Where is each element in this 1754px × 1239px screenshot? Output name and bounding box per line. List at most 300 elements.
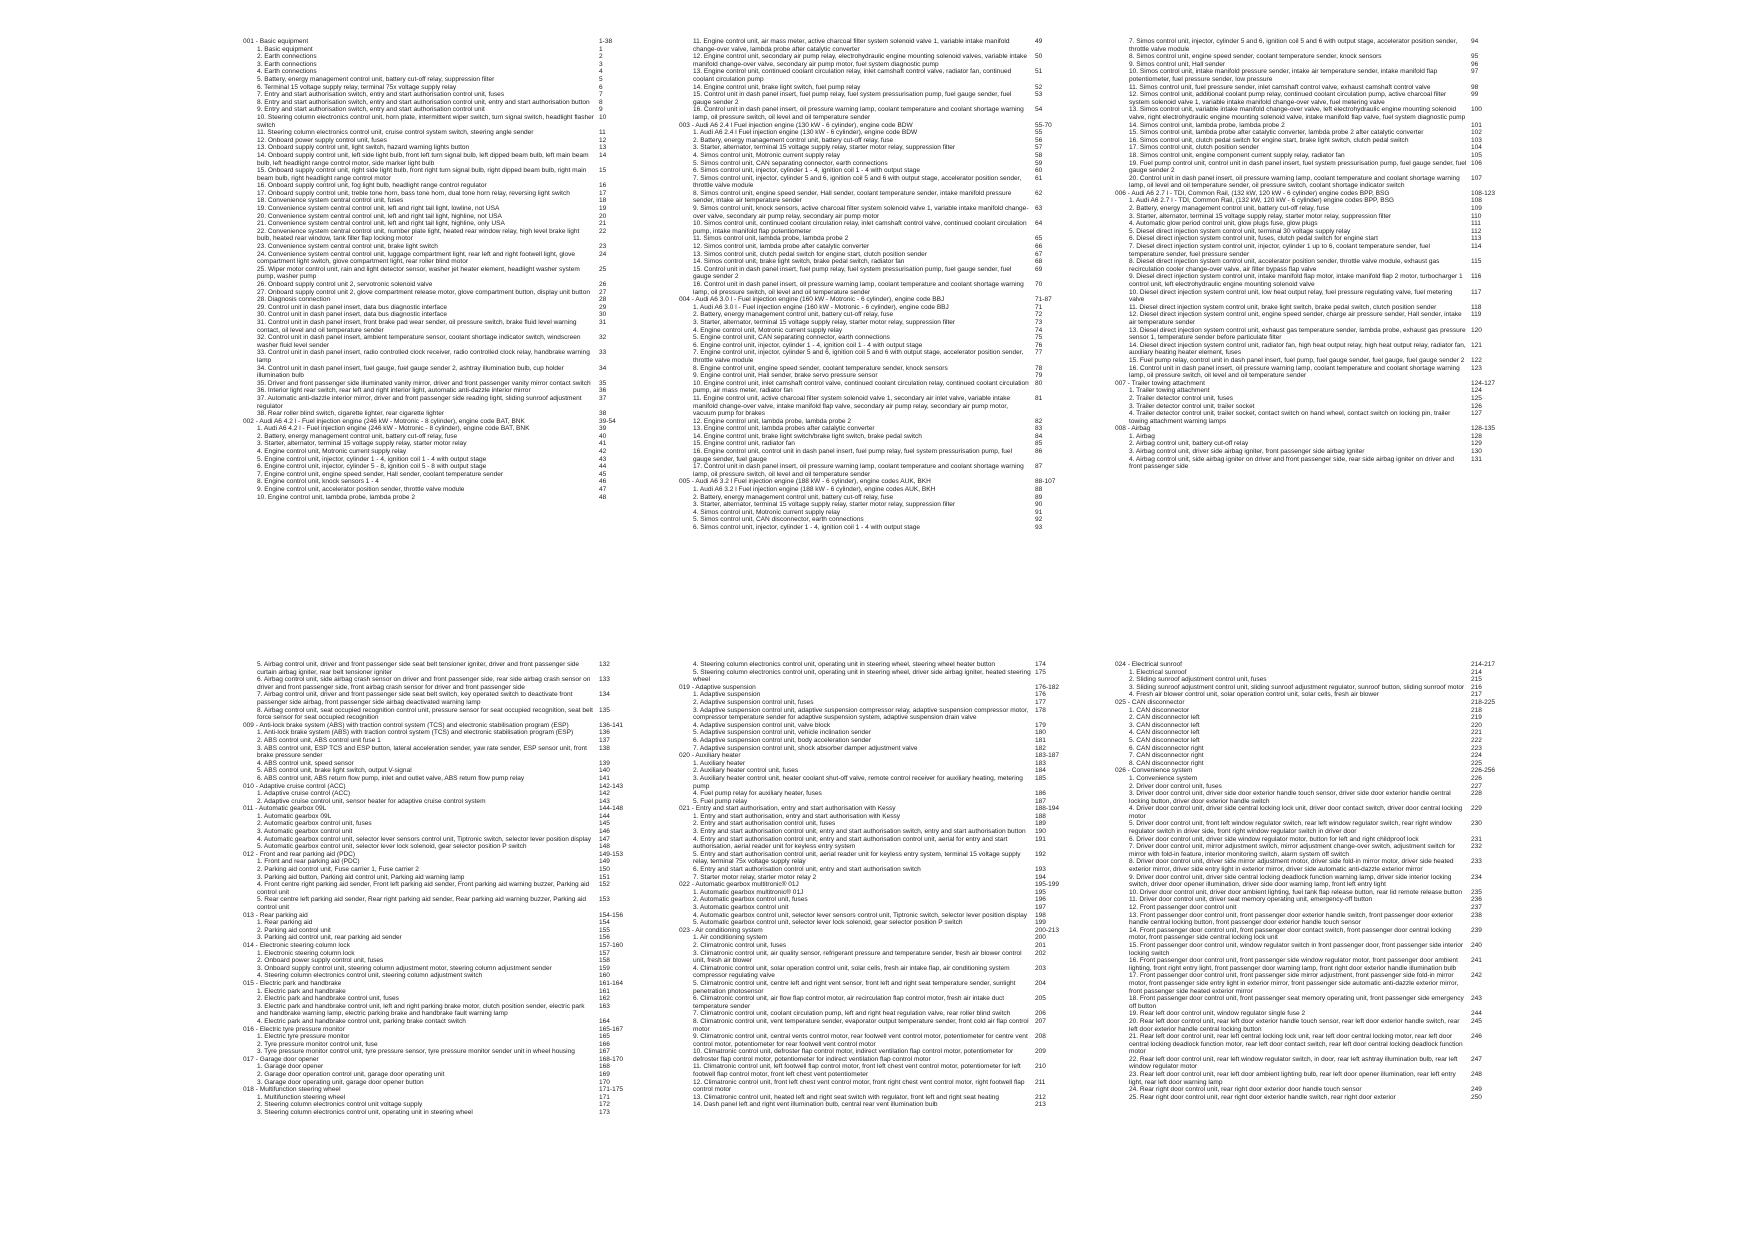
entry-page-number: 218-225 (1471, 698, 1496, 706)
entry-title: 011 - Automatic gearbox 09L (243, 805, 327, 813)
entry-page-number: 234 (1471, 873, 1482, 881)
index-entry (679, 767, 1099, 775)
entry-page-number: 150 (599, 866, 610, 874)
index-section-heading (243, 418, 663, 426)
entry-page-number: 68 (1035, 258, 1043, 266)
index-entry (243, 494, 663, 502)
entry-page-number: 74 (1035, 326, 1043, 334)
entry-title: 022 - Automatic gearbox multitronic® 01J (679, 881, 799, 889)
index-entry (1115, 752, 1535, 760)
index-entry (243, 874, 663, 882)
entry-title: 20. Convenience system central control unit, left and right tail light, highline, not USA (257, 212, 502, 220)
entry-title: 8. Diesel direct injection system control unit, accelerator position sender, throttle valve module, exhaust gas recirculation cooler change-over valve, air filter bypass flap valve (1129, 258, 1440, 273)
entry-page-number: 75 (1035, 334, 1043, 342)
index-entry (679, 281, 1099, 296)
index-column-3 (1115, 661, 1535, 1205)
index-entry (243, 448, 663, 456)
entry-page-number: 37 (599, 394, 607, 402)
index-entry (1115, 805, 1535, 820)
index-page-bottom (243, 661, 1535, 1205)
entry-page-number: 157-160 (599, 941, 624, 949)
entry-title: 21. Convenience system central control unit, left and right tail light, highline, only USA (257, 220, 505, 228)
entry-title: 1. Air conditioning system (693, 934, 768, 942)
entry-page-number: 208 (1035, 1033, 1046, 1041)
entry-page-number: 233 (1471, 858, 1482, 866)
entry-page-number: 147 (599, 835, 610, 843)
entry-title: 002 - Audi A6 4.2 l - Fuel injection engine (246 kW - Motronic - 8 cylinder), engine code BAT, BNK (243, 417, 525, 425)
entry-title: 2. Trailer detector control unit, fuses (1129, 394, 1234, 402)
index-entry (679, 699, 1099, 707)
entry-page-number: 10 (599, 113, 607, 121)
entry-title: 10. Engine control unit, lambda probe, lambda probe 2 (257, 493, 415, 501)
index-entry (243, 334, 663, 349)
index-entry (243, 144, 663, 152)
index-entry (679, 729, 1099, 737)
entry-title: 4. ABS control unit, speed sensor (257, 759, 354, 767)
index-entry (679, 380, 1099, 395)
entry-page-number: 151 (599, 873, 610, 881)
index-entry (243, 1033, 663, 1041)
entry-page-number: 38 (599, 410, 607, 418)
entry-title: 4. Entry and start authorisation control unit, entry and start authorisation control unit, aerial for entry and start authorisation, aerial reader unit for keyless entry system (693, 835, 1008, 851)
index-entry (1115, 684, 1535, 692)
entry-page-number: 242 (1471, 972, 1482, 980)
entry-title: 1. Front and rear parking aid (PDC) (257, 858, 360, 866)
entry-page-number: 137 (599, 736, 610, 744)
entry-title: 2. Battery, energy management control unit, battery cut-off relay, fuse (257, 432, 458, 440)
entry-title: 2. Parking aid control unit, Fuse carrier 1, Fuse carrier 2 (257, 866, 419, 874)
entry-page-number: 51 (1035, 68, 1043, 76)
entry-title: 3. Starter, alternator, terminal 15 voltage supply relay, starter motor relay, suppression filter (693, 144, 956, 152)
entry-title: 17. Simos control unit, clutch position sender (1129, 144, 1259, 152)
entry-title: 11. Simos control unit, lambda probe, lambda probe 2 (693, 235, 849, 243)
entry-page-number: 61 (1035, 174, 1043, 182)
entry-title: 27. Onboard supply control unit 2, glove compartment release motor, glove compartment button, display unit button (257, 288, 590, 296)
entry-page-number: 22 (599, 227, 607, 235)
entry-page-number: 161-164 (599, 979, 624, 987)
entry-title: 12. Climatronic control unit, front left chest vent control motor, front right chest vent control motor, right footwell flap control motor (693, 1078, 1025, 1094)
index-entry (679, 106, 1099, 121)
index-entry (1115, 38, 1535, 53)
entry-title: 2. Garage door operation control unit, garage door operating unit (257, 1071, 445, 1079)
entry-title: 2. Battery, energy management control unit, battery cut-off relay, fuse (693, 311, 894, 319)
entry-page-number: 9 (599, 106, 603, 114)
entry-page-number: 57 (1035, 144, 1043, 152)
entry-title: 7. Airbag control unit, driver and front passenger side seat belt switch, key operated switch to deactivate front passenger side airbag, front passenger side airbag deactivated warning lamp (257, 691, 573, 706)
entry-title: 4. Automatic gearbox control unit, selector lever sensors control unit, Tiptronic switch, selector lever position display (257, 835, 592, 843)
entry-title: 33. Control unit in dash panel insert, radio controlled clock receiver, radio controlled clock relay, handbrake warning lamp (257, 349, 590, 364)
index-entry (243, 182, 663, 190)
entry-page-number: 70 (1035, 281, 1043, 288)
index-entry (1115, 760, 1535, 768)
index-entry (679, 494, 1099, 502)
index-entry (679, 235, 1099, 243)
entry-title: 4. Climatronic control unit, solar operation control unit, solar cells, fresh air intake flap, air conditioning system compressor regulating valve (693, 964, 1010, 980)
index-entry (679, 820, 1099, 828)
index-entry (1115, 129, 1535, 137)
entry-title: 1. Electrical sunroof (1129, 668, 1187, 676)
index-section-heading (243, 912, 663, 920)
index-entry (679, 722, 1099, 730)
index-entry (1115, 691, 1535, 699)
entry-title: 11. Engine control unit, active charcoal filter system solenoid valve 1, secondary air inlet valve, variable intake manifold change-over valve, intake manifold flap valve, secondary air pump relay, secondary air pump motor, vacuum pump for brakes (693, 394, 1011, 418)
entry-title: 5. ABS control unit, brake light switch, output V-signal (257, 767, 412, 775)
entry-title: 3. Onboard supply control unit, steering column adjustment motor, steering column adjustment sender (257, 964, 552, 972)
entry-title: 8. Entry and start authorisation switch, entry and start authorisation control unit, entry and start authorisation button (257, 98, 590, 106)
entry-title: 14. Engine control unit, brake light switch, fuel pump relay (693, 83, 861, 91)
index-entry (243, 1094, 663, 1102)
entry-page-number: 175 (1035, 668, 1046, 676)
entry-page-number: 226 (1471, 774, 1482, 782)
entry-title: 017 - Garage door opener (243, 1055, 319, 1063)
entry-title: 1. Multifunction steering wheel (257, 1093, 346, 1101)
index-entry (243, 661, 663, 676)
entry-page-number: 58 (1035, 151, 1043, 159)
entry-page-number: 221 (1471, 729, 1482, 737)
entry-title: 11. Steering column electronics control unit, cruise control system switch, steering angle sender (257, 129, 534, 137)
index-entry (679, 251, 1099, 259)
index-entry (243, 691, 663, 706)
entry-page-number: 56 (1035, 136, 1043, 144)
entry-page-number: 183 (1035, 759, 1046, 767)
index-entry (679, 433, 1099, 441)
entry-page-number: 165-167 (599, 1025, 624, 1033)
entry-page-number: 60 (1035, 167, 1043, 175)
index-section-heading (1115, 661, 1535, 669)
entry-title: 1. Anti-lock brake system (ABS) with traction control system (TCS) and electronic stabilisation program (ESP) (257, 729, 574, 737)
entry-title: 1. Convenience system (1129, 774, 1198, 782)
index-entry (1115, 669, 1535, 677)
entry-title: 17. Front passenger door control unit, front passenger side mirror adjustment, front passenger side fold-in mirror motor, front passenger side entry light in exterior mirror, front passenger side automatic anti-dazzle exterior mirror, front passenger side heated exterior mirror (1129, 972, 1459, 995)
entry-page-number: 108-123 (1471, 189, 1496, 197)
index-entry (243, 380, 663, 388)
entry-page-number: 2 (599, 53, 603, 61)
entry-title: 9. Engine control unit, Hall sender, brake servo pressure sensor (693, 372, 878, 380)
index-entry (1115, 1056, 1535, 1071)
index-entry (1115, 68, 1535, 83)
index-entry (1115, 152, 1535, 160)
index-entry (1115, 160, 1535, 175)
entry-page-number: 142-143 (599, 782, 624, 790)
index-entry (243, 813, 663, 821)
index-entry (1115, 904, 1535, 912)
index-entry (679, 327, 1099, 335)
index-entry (243, 972, 663, 980)
index-entry (1115, 714, 1535, 722)
entry-page-number: 52 (1035, 83, 1043, 91)
entry-page-number: 93 (1035, 524, 1043, 531)
entry-page-number: 247 (1471, 1055, 1482, 1063)
entry-page-number: 53 (1035, 91, 1043, 99)
entry-page-number: 63 (1035, 205, 1043, 213)
entry-title: 1. Trailer towing attachment (1129, 387, 1210, 395)
index-entry (1115, 1018, 1535, 1033)
index-entry (679, 1094, 1099, 1102)
entry-title: 11. Diesel direct injection system control unit, brake light switch, brake pedal switch, clutch position sender (1129, 303, 1437, 311)
entry-page-number: 200 (1035, 934, 1046, 942)
index-entry (243, 61, 663, 69)
entry-page-number: 105 (1471, 151, 1482, 159)
entry-page-number: 214 (1471, 668, 1482, 676)
entry-page-number: 211 (1035, 1078, 1046, 1086)
entry-page-number: 36 (599, 387, 607, 395)
entry-page-number: 104 (1471, 144, 1482, 152)
entry-page-number: 21 (599, 220, 607, 228)
index-section-heading (243, 1086, 663, 1094)
entry-title: 12. Simos control unit, additional coolant pump relay, continued coolant circulation pump, active charcoal filter system solenoid valve 1, variable intake manifold change-over valve, fuel metering valve (1129, 91, 1447, 106)
entry-title: 37. Automatic anti-dazzle interior mirror, driver and front passenger side reading light, sliding sunroof adjustment regulator (257, 394, 582, 410)
index-entry (243, 707, 663, 722)
entry-page-number: 178 (1035, 706, 1046, 714)
entry-title: 2. Automatic gearbox control unit, fuses (257, 820, 372, 828)
index-entry (679, 167, 1099, 175)
entry-page-number: 114 (1471, 243, 1482, 251)
index-entry (679, 509, 1099, 517)
entry-page-number: 98 (1471, 83, 1479, 91)
index-entry (1115, 213, 1535, 221)
entry-title: 4. Steering column electronics control unit, steering column adjustment switch (257, 972, 483, 980)
entry-title: 38. Rear roller blind switch, cigarette lighter, rear cigarette lighter (257, 410, 445, 418)
entry-title: 3. ABS control unit, ESP TCS and ESP button, lateral acceleration sender, yaw rate sender, ESP sensor unit, front brake pressure sender (257, 744, 587, 760)
index-entry (243, 463, 663, 471)
entry-title: 30. Control unit in dash panel insert, data bus diagnostic interface (257, 311, 447, 319)
entry-page-number: 156 (599, 934, 610, 942)
entry-title: 15. Simos control unit, lambda probe after catalytic converter, lambda probe 2 after catalytic converter (1129, 129, 1424, 137)
entry-title: 2. CAN disconnector left (1129, 714, 1200, 722)
entry-page-number: 193 (1035, 866, 1046, 874)
entry-page-number: 152 (599, 881, 610, 889)
entry-page-number: 171 (599, 1093, 610, 1101)
entry-title: 006 - Audi A6 2.7 l - TDI, Common Rail, (132 kW, 120 kW - 6 cylinder) engine codes BPP, BSG (1115, 189, 1390, 197)
entry-page-number: 226-256 (1471, 767, 1496, 775)
index-entry (679, 319, 1099, 327)
entry-title: 7. Entry and start authorisation switch, entry and start authorisation control unit, fuses (257, 91, 505, 99)
entry-page-number: 235 (1471, 888, 1482, 896)
entry-page-number: 20 (599, 212, 607, 220)
index-section-heading (243, 980, 663, 988)
entry-page-number: 219 (1471, 714, 1482, 722)
entry-title: 12. Diesel direct injection system control unit, engine speed sender, charge air pressure sender, Hall sender, intake air temperature sender (1129, 311, 1462, 326)
entry-page-number: 17 (599, 189, 607, 197)
entry-page-number: 228 (1471, 790, 1482, 798)
entry-title: 1. Adaptive cruise control (ACC) (257, 790, 351, 798)
entry-page-number: 131 (1471, 455, 1482, 463)
entry-page-number: 244 (1471, 1010, 1482, 1018)
index-entry (1115, 220, 1535, 228)
entry-title: 2. Auxiliary heater control unit, fuses (693, 767, 799, 775)
entry-title: 3. Parking aid button, Parking aid control unit, Parking aid warning lamp (257, 873, 465, 881)
entry-page-number: 73 (1035, 318, 1043, 326)
index-entry (679, 851, 1099, 866)
index-entry (1115, 836, 1535, 844)
entry-title: 12. Engine control unit, secondary air pump relay, electrohydraulic engine mounting solenoid valves, variable intake manifold change-over valve, secondary air pump motor, fuel system diagnostic pump (693, 53, 1027, 68)
entry-page-number: 77 (1035, 349, 1043, 357)
entry-page-number: 172 (599, 1101, 610, 1109)
entry-title: 15. Front passenger door control unit, window regulator switch in front passenger door, front passenger side interior locking switch (1129, 941, 1464, 957)
entry-page-number: 189 (1035, 820, 1046, 828)
entry-title: 5. Diesel direct injection system control unit, terminal 30 voltage supply relay (1129, 227, 1351, 235)
index-entry (679, 661, 1099, 669)
index-entry (1115, 858, 1535, 873)
entry-title: 14. Front passenger door control unit, front passenger door contact switch, front passenger door central locking motor, front passenger side central locking lock unit (1129, 926, 1452, 942)
entry-page-number: 213 (1035, 1101, 1046, 1109)
index-entry (1115, 995, 1535, 1010)
entry-title: 5. Entry and start authorisation control unit, aerial reader unit for keyless entry system, terminal 15 voltage supply relay, terminal 75x voltage supply relay (693, 850, 1021, 866)
entry-title: 2. Entry and start authorisation control unit, fuses (693, 820, 836, 828)
entry-title: 6. Driver door control unit, driver side window regulator motor, button for left and right childproof lock (1129, 835, 1419, 843)
entry-page-number: 186 (1035, 790, 1046, 798)
entry-title: 2. Earth connections (257, 53, 317, 61)
entry-page-number: 6 (599, 83, 603, 91)
index-entry (1115, 790, 1535, 805)
entry-page-number: 198 (1035, 911, 1046, 919)
entry-page-number: 187 (1035, 797, 1046, 805)
entry-page-number: 120 (1471, 326, 1482, 334)
entry-page-number: 8 (599, 98, 603, 106)
entry-title: 3. Automatic gearbox control unit (257, 828, 353, 836)
entry-title: 5. Steering column electronics control unit, operating unit in steering wheel, driver side airbag igniter, heated steering wheel (693, 668, 1031, 684)
entry-title: 7. Simos control unit, injector, cylinder 5 and 6, ignition coil 5 and 6 with output stage, accelerator position sender, throttle valve module (693, 174, 1022, 190)
entry-title: 17. Control unit in dash panel insert, oil pressure warning lamp, coolant temperature and coolant shortage warning lamp, oil pressure switch, oil level and oil temperature sender (693, 463, 1024, 478)
index-entry (1115, 783, 1535, 791)
index-entry (243, 836, 663, 844)
index-entry (679, 68, 1099, 83)
entry-title: 1. Rear parking aid (257, 919, 313, 927)
entry-page-number: 47 (599, 486, 607, 494)
index-entry (1115, 707, 1535, 715)
entry-page-number: 214-217 (1471, 661, 1496, 668)
entry-page-number: 45 (599, 470, 607, 478)
entry-page-number: 224 (1471, 752, 1482, 760)
index-section-heading (679, 881, 1099, 889)
entry-title: 16. Control unit in dash panel insert, oil pressure warning lamp, coolant temperature and coolant shortage warning lamp, oil pressure switch, oil level and oil temperature sender (693, 106, 1024, 121)
entry-page-number: 132 (599, 661, 610, 668)
entry-title: 7. CAN disconnector right (1129, 752, 1204, 760)
entry-title: 1. Electric park and handbrake (257, 987, 346, 995)
index-entry (679, 440, 1099, 448)
index-entry (679, 775, 1099, 790)
index-entry (679, 190, 1099, 205)
index-entry (243, 190, 663, 198)
index-entry (679, 395, 1099, 418)
index-section-heading (243, 942, 663, 950)
entry-title: 7. Engine control unit, injector, cylinder 5 and 6, ignition coil 5 and 6 with output stage, accelerator position sender, throttle valve module (693, 349, 1024, 364)
index-entry (1115, 722, 1535, 730)
index-entry (243, 843, 663, 851)
index-entry (243, 99, 663, 107)
index-entry (679, 91, 1099, 106)
entry-page-number: 184 (1035, 767, 1046, 775)
entry-title: 5. Simos control unit, CAN disconnector, earth connections (693, 516, 864, 524)
index-entry (243, 53, 663, 61)
entry-page-number: 169 (599, 1071, 610, 1079)
entry-page-number: 110 (1471, 212, 1482, 220)
entry-title: 19. Convenience system central control unit, left and right tail light, lowline, not USA (257, 205, 500, 213)
entry-title: 6. Diesel direct injection system control unit, fuses, clutch pedal switch for engine start (1129, 235, 1378, 243)
entry-title: 16. Engine control unit, control unit in dash panel insert, fuel pump relay, fuel system pressurisation pump, fuel gauge sender, fuel gauge (693, 448, 1013, 463)
entry-title: 3. Parking aid control unit, rear parking aid sender (257, 934, 402, 942)
entry-page-number: 7 (599, 91, 603, 99)
index-entry (243, 205, 663, 213)
entry-title: 2. Airbag control unit, battery cut-off relay (1129, 440, 1249, 448)
entry-title: 13. Engine control unit, continued coolant circulation relay, inlet camshaft control valve, radiator fan, continued coolant circulation pump (693, 68, 1012, 83)
entry-page-number: 29 (599, 303, 607, 311)
entry-page-number: 246 (1471, 1033, 1482, 1041)
entry-title: 5. Airbag control unit, driver and front passenger side seat belt tensioner igniter, driver and front passenger side curtain airbag igniter, rear belt tensioner igniter (257, 661, 580, 676)
entry-page-number: 88-107 (1035, 478, 1056, 486)
index-entry (679, 737, 1099, 745)
entry-page-number: 241 (1471, 957, 1482, 965)
entry-title: 2. Parking aid control unit (257, 926, 331, 934)
index-section-heading (243, 1056, 663, 1064)
entry-title: 18. Simos control unit, engine component current supply relay, radiator fan (1129, 151, 1345, 159)
index-entry (1115, 197, 1535, 205)
entry-title: 013 - Rear parking aid (243, 911, 308, 919)
index-entry (679, 669, 1099, 684)
index-entry (243, 68, 663, 76)
entry-page-number: 44 (599, 463, 607, 471)
index-entry (243, 798, 663, 806)
index-entry (243, 266, 663, 281)
index-entry (1115, 273, 1535, 288)
entry-title: 2. Battery, energy management control unit, battery cut-off relay, fuse (693, 136, 894, 144)
index-entry (1115, 91, 1535, 106)
entry-page-number: 142 (599, 790, 610, 798)
entry-page-number: 33 (599, 349, 607, 357)
entry-title: 16. Onboard supply control unit, fog light bulb, headlight range control regulator (257, 182, 487, 190)
index-section-heading (1115, 425, 1535, 433)
entry-title: 2. Climatronic control unit, fuses (693, 941, 787, 949)
entry-title: 1. CAN disconnector (1129, 706, 1190, 714)
entry-title: 1. Audi A6 4.2 l - Fuel injection engine (246 kW - Motronic - 8 cylinder), engine code BAT, BNK (257, 425, 530, 433)
entry-page-number: 223 (1471, 744, 1482, 752)
entry-page-number: 124 (1471, 387, 1482, 395)
entry-title: 3. Sliding sunroof adjustment control unit, sliding sunroof adjustment regulator, sunroof button, sliding sunroof motor (1129, 683, 1465, 691)
entry-title: 19. Rear left door control unit, window regulator single fuse 2 (1129, 1010, 1306, 1018)
entry-page-number: 102 (1471, 129, 1482, 137)
index-entry (679, 1063, 1099, 1078)
entry-title: 13. Onboard supply control unit, light switch, hazard warning lights button (257, 144, 470, 152)
index-entry (679, 152, 1099, 160)
index-entry (243, 433, 663, 441)
entry-page-number: 179 (1035, 721, 1046, 729)
entry-title: 7. Diesel direct injection system control unit, injector, cylinder 1 up to 6, coolant temperature sender, fuel temperature sender, fuel pressure sender (1129, 243, 1430, 258)
entry-title: 3. Driver door control unit, driver side door exterior handle touch sensor, driver side door exterior handle central locking button, driver door exterior handle switch (1129, 790, 1451, 805)
entry-title: 17. Onboard supply control unit, treble tone horn, bass tone horn, dual tone horn relay, reversing light switch (257, 189, 570, 197)
entry-page-number: 154-156 (599, 911, 624, 919)
entry-title: 7. Starter motor relay, starter motor relay 2 (693, 873, 817, 881)
index-entry (243, 425, 663, 433)
entry-page-number: 194 (1035, 873, 1046, 881)
entry-page-number: 123 (1471, 364, 1482, 372)
entry-title: 8. Airbag control unit, seat occupied recognition control unit, pressure sensor for seat occupied recognition, seat belt force sensor for seat occupied recognition (257, 706, 593, 722)
index-entry (1115, 403, 1535, 411)
entry-page-number: 1-38 (599, 38, 613, 45)
index-entry (243, 737, 663, 745)
entry-title: 15. Control unit in dash panel insert, fuel pump relay, fuel system pressurisation pump, fuel gauge sender, fuel gauge sender 2 (693, 265, 1012, 281)
index-entry (1115, 820, 1535, 835)
entry-title: 7. Adaptive suspension control unit, shock absorber damper adjustment valve (693, 744, 918, 752)
entry-title: 1. Electric tyre pressure monitor (257, 1033, 350, 1041)
entry-title: 4. Fuel pump relay for auxiliary heater, fuses (693, 790, 822, 798)
entry-title: 12. Front passenger door control unit (1129, 904, 1237, 911)
entry-title: 1. Airbag (1129, 432, 1155, 440)
entry-page-number: 80 (1035, 379, 1043, 387)
entry-page-number: 67 (1035, 250, 1043, 258)
entry-title: 12. Onboard power supply control unit, fuses (257, 136, 387, 144)
entry-title: 1. Audi A6 2.4 l Fuel injection engine (130 kW - 6 cylinder), engine code BDW (693, 129, 918, 137)
index-entry (243, 790, 663, 798)
